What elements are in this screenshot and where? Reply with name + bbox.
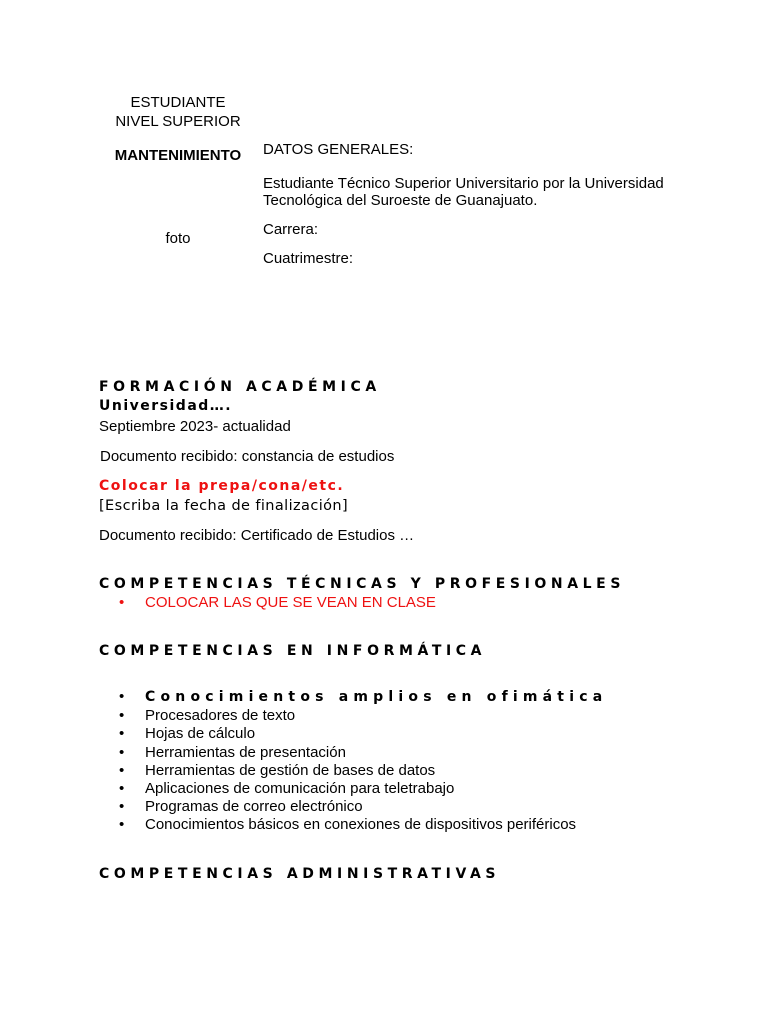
bullet-icon: •: [119, 743, 125, 761]
prepa-document: Documento recibido: Certificado de Estudios …: [99, 527, 415, 544]
bullet-icon: •: [119, 594, 125, 611]
list-item: • Procesadores de texto: [119, 707, 296, 725]
competencias-administrativas-heading: COMPETENCIAS ADMINISTRATIVAS: [99, 866, 501, 882]
bullet-icon: •: [119, 798, 125, 816]
list-item: • Hojas de cálculo: [119, 725, 256, 743]
prepa-placeholder: Colocar la prepa/cona/etc.: [99, 478, 345, 494]
photo-placeholder: foto: [165, 230, 191, 247]
carrera-label: Carrera:: [263, 221, 319, 238]
competencias-tecnicas-list: [99, 594, 436, 612]
university-document: Documento recibido: constancia de estudios: [100, 448, 395, 465]
bullet-icon: •: [119, 725, 125, 743]
bullet-icon: •: [119, 816, 125, 834]
list-item: • Herramientas de presentación: [119, 743, 346, 761]
list-item: • Aplicaciones de comunicación para teletrabajo: [119, 780, 455, 798]
role-line-2: NIVEL SUPERIOR: [115, 113, 241, 130]
list-item: • Programas de correo electrónico: [119, 798, 363, 816]
bullet-icon: •: [119, 780, 125, 798]
cuatrimestre-label: Cuatrimestre:: [263, 250, 354, 267]
student-description-line-1: Estudiante Técnico Superior Universitario por la Universidad: [263, 175, 664, 192]
bullet-icon: •: [119, 761, 125, 779]
formacion-heading: FORMACIÓN ACADÉMICA: [99, 379, 381, 395]
competencias-informatica-heading: COMPETENCIAS EN INFORMÁTICA: [99, 643, 487, 659]
student-description-line-2: Tecnológica del Suroeste de Guanajuato.: [263, 192, 538, 209]
list-item: • COLOCAR LAS QUE SE VEAN EN CLASE: [119, 594, 436, 611]
datos-generales-title: DATOS GENERALES:: [263, 141, 414, 158]
role-line-1: ESTUDIANTE: [130, 94, 226, 111]
university-name: Universidad….: [99, 398, 233, 414]
competencias-informatica-list: [99, 688, 607, 835]
list-item: • Conocimientos amplios en ofimática: [119, 688, 608, 705]
list-item: • Conocimientos básicos en conexiones de dispositivos periféricos: [119, 816, 577, 834]
list-item: • Herramientas de gestión de bases de datos: [119, 761, 436, 779]
bullet-icon: •: [119, 707, 125, 725]
competencias-tecnicas-heading: COMPETENCIAS TÉCNICAS Y PROFESIONALES: [99, 576, 626, 592]
university-date: Septiembre 2023- actualidad: [99, 418, 291, 435]
bullet-icon: •: [119, 688, 125, 705]
end-date-placeholder: [Escriba la fecha de finalización]: [99, 498, 349, 514]
specialty-label: MANTENIMIENTO: [114, 147, 242, 164]
